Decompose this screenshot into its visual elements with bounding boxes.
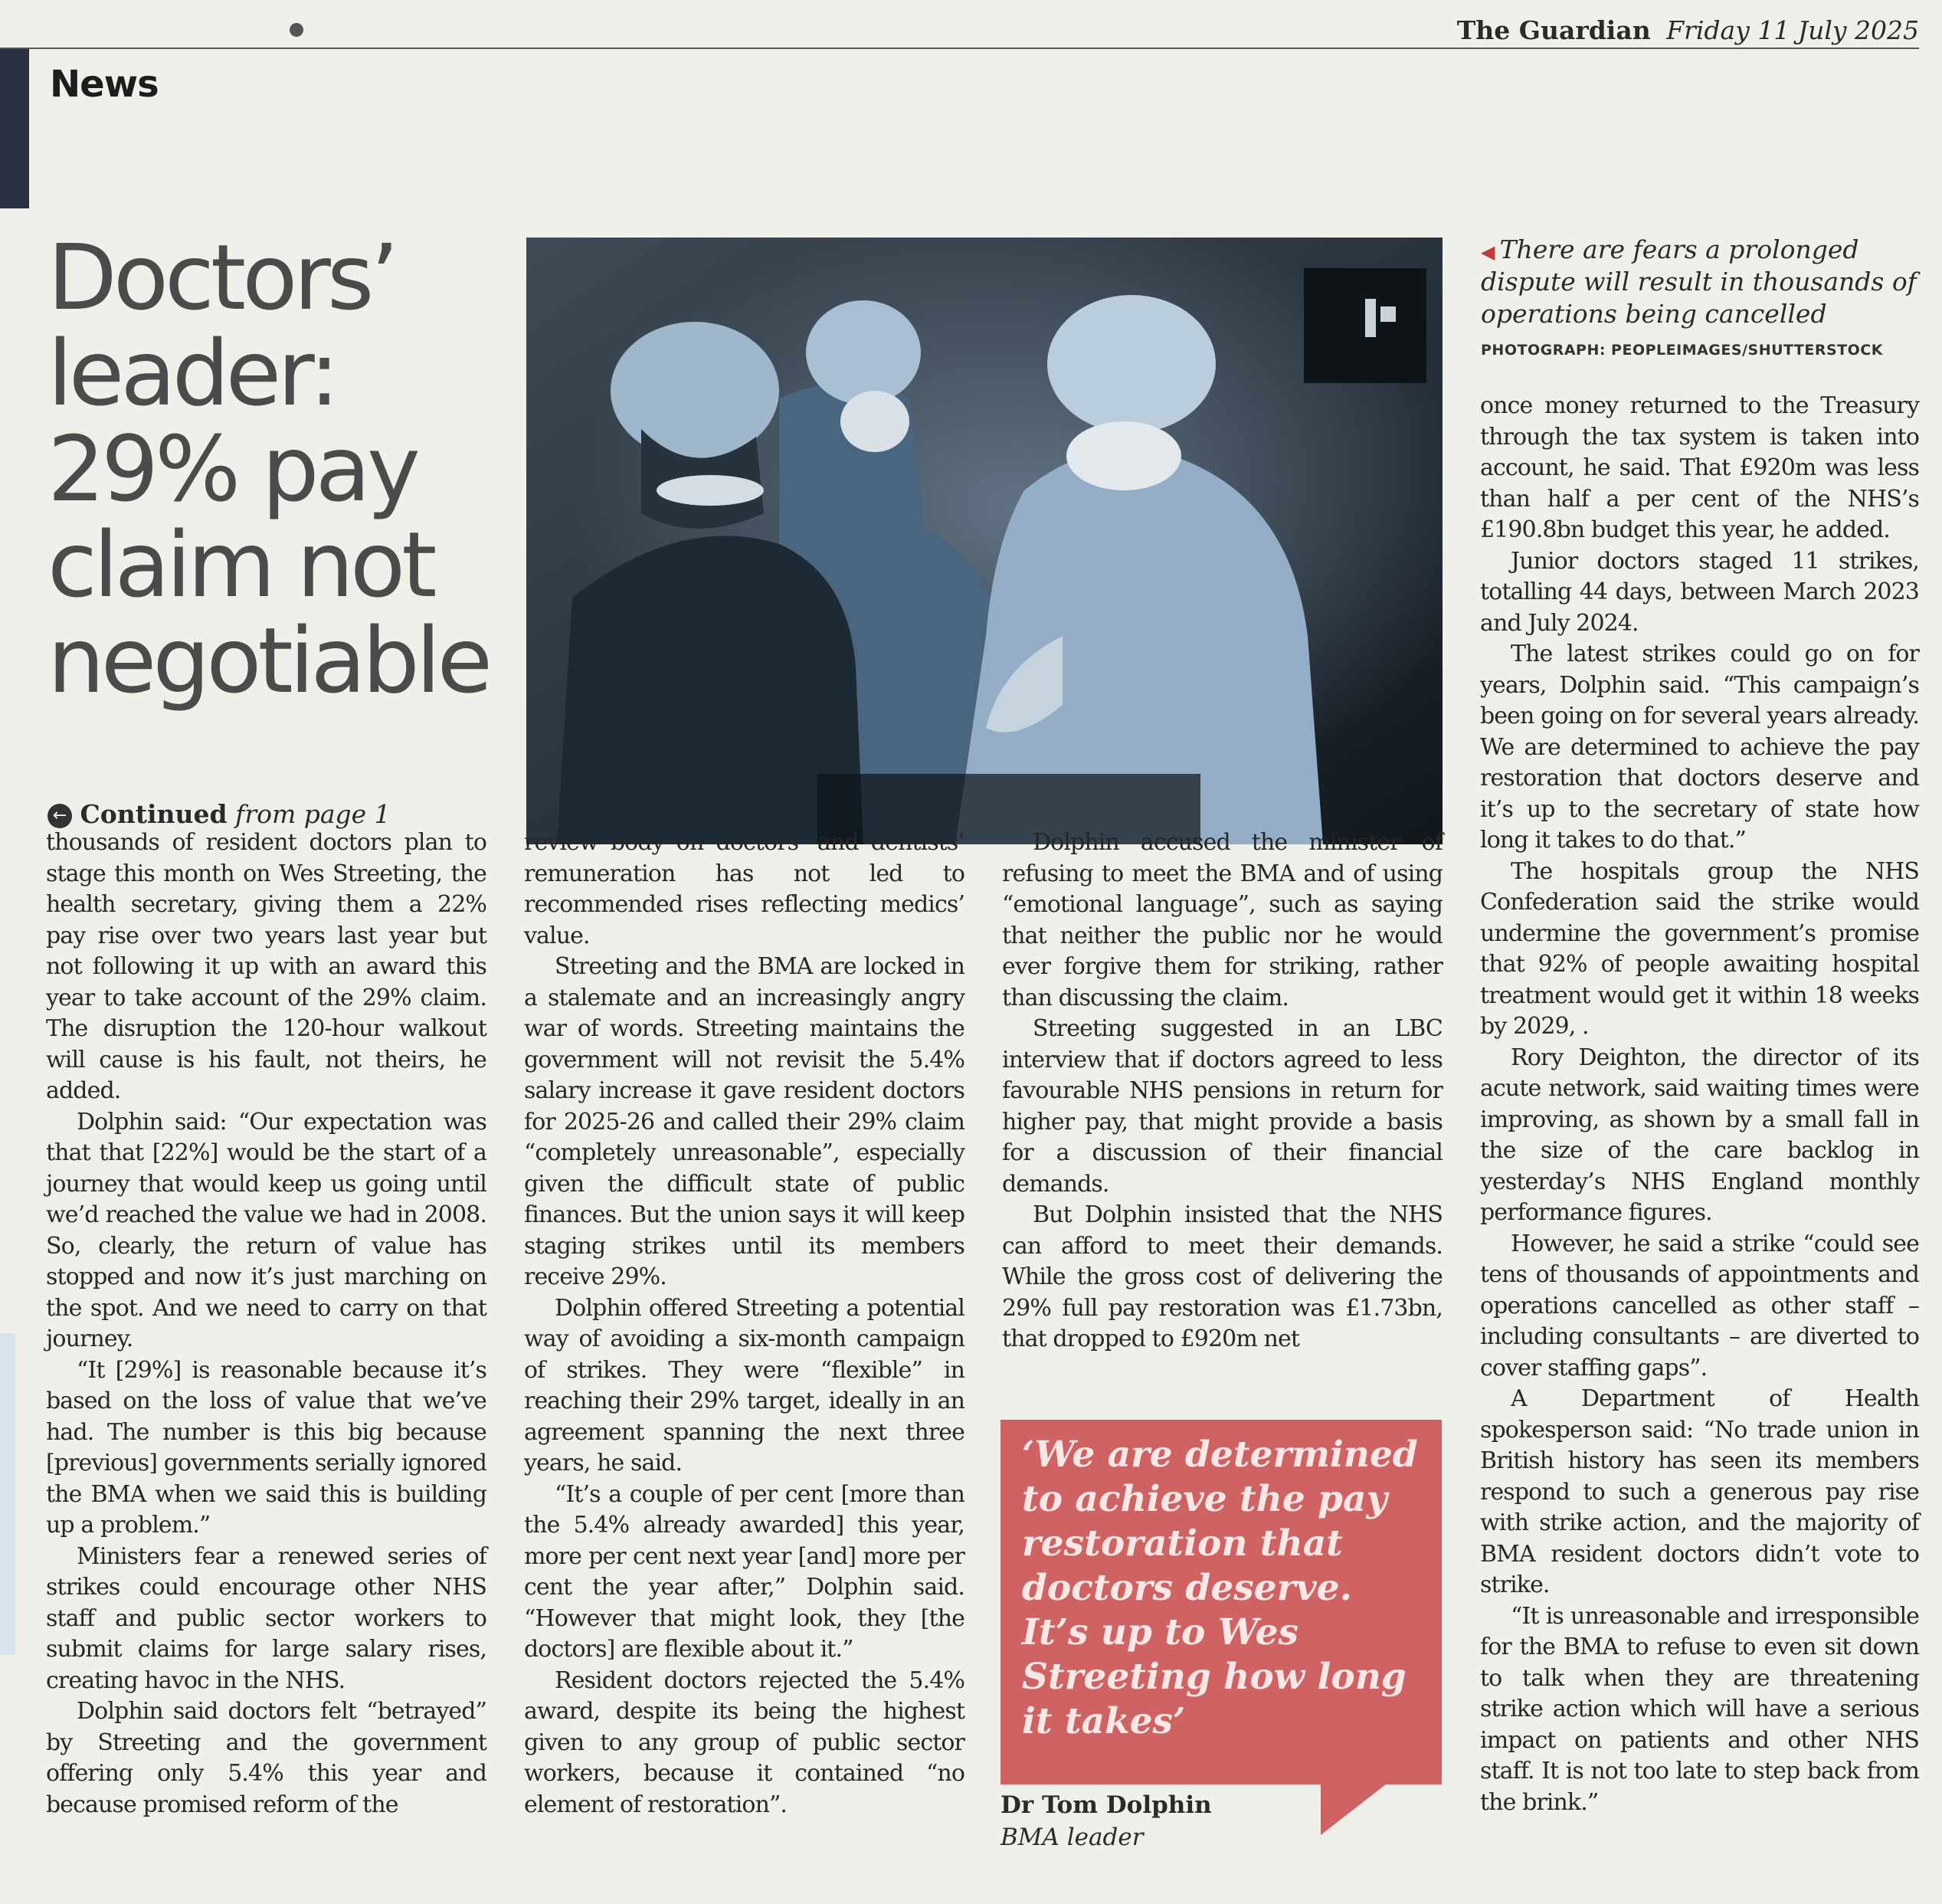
headline: Doctors’ leader: 29% pay claim not negotiable: [47, 224, 490, 714]
attribution-role: BMA leader: [1000, 1824, 1144, 1851]
print-dot: [290, 23, 303, 37]
article-column-2: [524, 827, 964, 1820]
paragraph: Rory Deighton, the director of its acute network, said waiting times were improving, as shown by a small fall in the size of the care backlog in yesterday’s NHS England monthly performance figures.: [1480, 1044, 1919, 1226]
paragraph: Dolphin accused the minister of refusing to meet the BMA and of using “emotional language”, such as saying that neither the public nor he would ever forgive them for striking, rather than discussing the claim.: [1002, 829, 1443, 1011]
continued-page: from page 1: [227, 799, 391, 829]
paragraph: A Department of Health spokesperson said: “No trade union in British history has seen its members respond to such a generous pay rise with strike action, and the majority of BMA resident doctors didn’t vote to strike.: [1480, 1385, 1919, 1598]
article-column-3: [1002, 827, 1443, 1355]
paragraph: But Dolphin insisted that the NHS can afford to meet their demands. While the gross cost of delivering the 29% full pay restoration was £1.73bn, that dropped to £920m net: [1002, 1201, 1443, 1352]
paragraph: Dolphin offered Streeting a potential way of avoiding a six-month campaign of strikes. They were “flexible” in reaching their 29% target, ideally in an agreement spanning the next three years, he said.: [524, 1294, 964, 1476]
section-label: News: [50, 63, 159, 106]
paragraph: Resident doctors rejected the 5.4% award, despite its being the highest given to any group of public sector workers, because it contained “no element of restoration”.: [524, 1666, 964, 1818]
surgeons-photo: [526, 238, 1443, 844]
paragraph: The hospitals group the NHS Confederation said the strike would undermine the government’s promise that 92% of people awaiting hospital treatment would get it within 18 weeks by 2029, .: [1480, 857, 1919, 1040]
photo-caption: [1481, 234, 1917, 359]
paragraph: “It is unreasonable and irresponsible for the BMA to refuse to even sit down to talk when they are threatening strike action which will have a serious impact on patients and other NHS staff. It is not too late to step back from the brink.”: [1480, 1602, 1919, 1816]
caption-pointer-icon: ◀: [1481, 241, 1495, 263]
section-color-bar: [0, 48, 29, 208]
pullquote-tail: [1321, 1781, 1390, 1835]
paragraph: once money returned to the Treasury through the tax system is taken into account, he said. That £920m was less than half a per cent of the NHS’s £190.8bn budget this year, he added.: [1480, 392, 1919, 543]
paragraph: The latest strikes could go on for years, Dolphin said. “This campaign’s been going on for several years already. We are determined to achieve the pay restoration that doctors deserve and it’s up to the secretary of state how long it takes to do that.”: [1480, 641, 1919, 854]
paragraph: review body on doctors’ and dentists’ remuneration has not led to recommended rises reflecting medics’ value.: [524, 829, 964, 949]
paragraph: Streeting suggested in an LBC interview that if doctors agreed to less favourable NHS pensions in return for higher pay, that might provide a basis for a discussion of their financial demands.: [1002, 1015, 1443, 1198]
paragraph: Junior doctors staged 11 strikes, totalling 44 days, between March 2023 and July 2024.: [1480, 547, 1919, 637]
pullquote-attribution: [1000, 1789, 1212, 1853]
top-rule: [0, 48, 1919, 49]
masthead: [1457, 15, 1919, 45]
article-column-1: [46, 827, 486, 1820]
continued-label: Continued: [80, 799, 228, 829]
margin-tint: [0, 1333, 15, 1655]
continued-arrow-icon: ←: [47, 804, 72, 828]
paragraph: “It’s a couple of per cent [more than the 5.4% already awarded] this year, more per cent next year [and] more per cent the year after,” Dolphin said. “However that might look, they [the doctors] are flexible about it.”: [524, 1480, 964, 1663]
masthead-brand: The Guardian: [1456, 15, 1651, 45]
paragraph: “It [29%] is reasonable because it’s based on the loss of value that we’ve had. The number is this big because [previous] governments serially ignored the BMA when we said this is building up a problem.”: [46, 1356, 486, 1539]
continued-from: [47, 799, 391, 829]
paragraph: Ministers fear a renewed series of strikes could encourage other NHS staff and public sector workers to submit claims for large salary rises, creating havoc in the NHS.: [46, 1542, 486, 1694]
masthead-date: Friday 11 July 2025: [1666, 15, 1919, 45]
photo-credit: PHOTOGRAPH: PEOPLEIMAGES/SHUTTERSTOCK: [1481, 341, 1883, 359]
caption-text: There are fears a prolonged dispute will result in thousands of operations being cancelled: [1481, 234, 1917, 329]
paragraph: Dolphin said doctors felt “betrayed” by Streeting and the government offering only 5.4% this year and because promised reform of the: [46, 1698, 486, 1818]
paragraph: thousands of resident doctors plan to stage this month on Wes Streeting, the health secretary, giving them a 22% pay rise over two years last year but not following it up with an award this year to take account of the 29% claim. The disruption the 120-hour walkout will cause is his fault, not theirs, he added.: [46, 829, 486, 1104]
paragraph: However, he said a strike “could see tens of thousands of appointments and operations cancelled as other staff – including consultants – are diverted to cover staffing gaps”.: [1480, 1230, 1919, 1381]
attribution-name: Dr Tom Dolphin: [1000, 1791, 1212, 1819]
article-column-4: [1480, 391, 1919, 1818]
surgeons-illustration: [526, 238, 1443, 844]
paragraph: Streeting and the BMA are locked in a stalemate and an increasingly angry war of words. Streeting maintains the government will not revisit the 5.4% salary increase it gave resident doctors for 2025-26 and called their 29% claim “completely unreasonable”, especially given the difficult state of public finances. But the union says it will keep staging strikes until its members receive 29%.: [524, 953, 964, 1290]
pullquote-text: ‘We are determined to achieve the pay restoration that doctors deserve. It’s up to Wes Streeting how long it takes’: [1022, 1434, 1418, 1742]
paragraph: Dolphin said: “Our expectation was that that [22%] would be the start of a journey that would keep us going until we’d reached the value we had in 2008. So, clearly, the return of value has stopped and now it’s just marching on the spot. And we need to carry on that journey.: [46, 1108, 486, 1352]
